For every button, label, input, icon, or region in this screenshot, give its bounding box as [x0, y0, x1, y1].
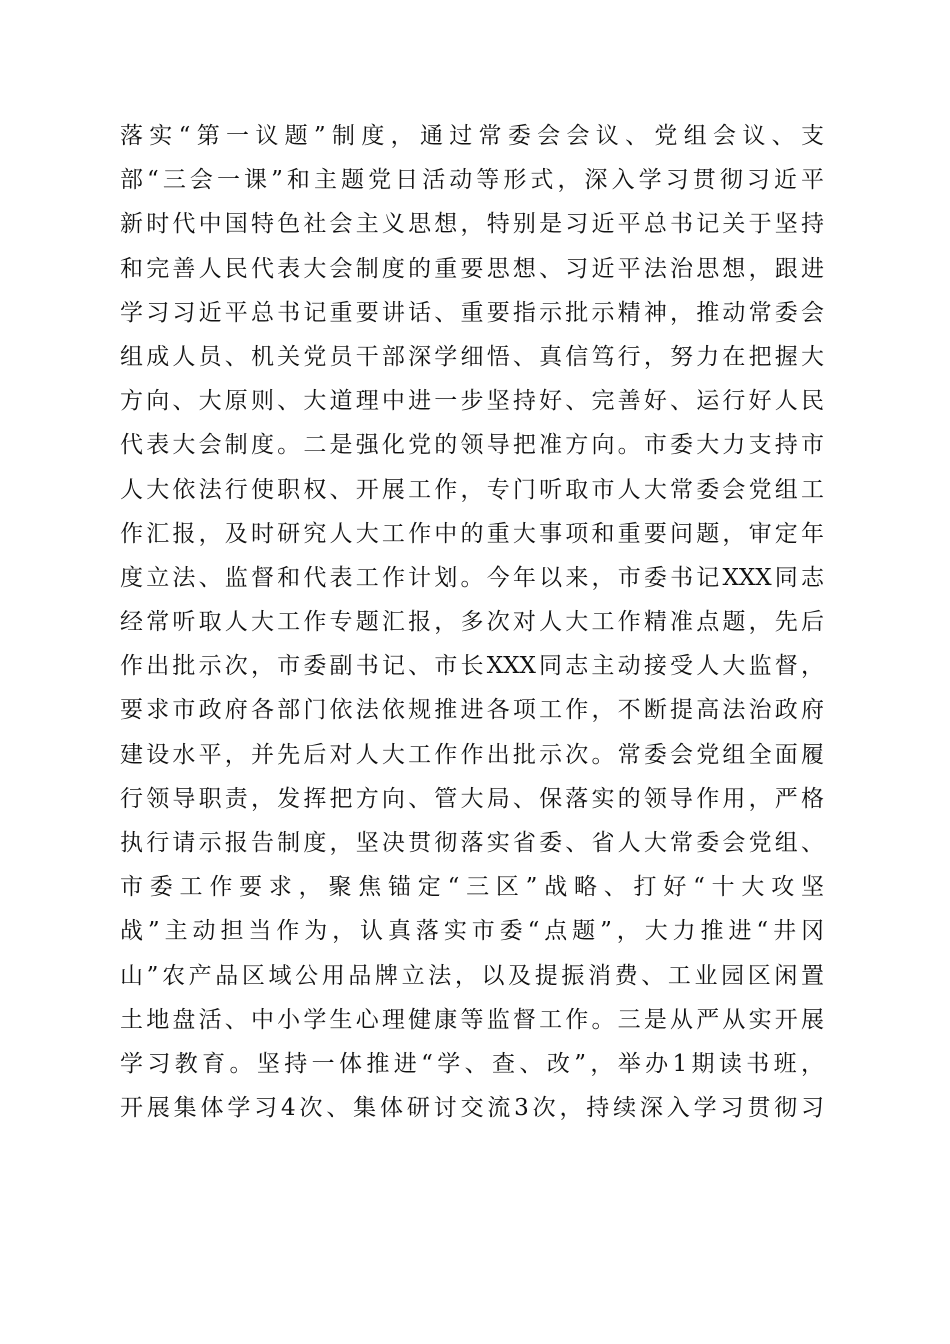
text-line-11: 度立法、监督和代表工作计划。今年以来，市委书记XXX同志 — [120, 564, 824, 591]
text-line-5: 学习习近平总书记重要讲话、重要指示批示精神，推动常委会 — [120, 299, 824, 326]
text-line-8: 代表大会制度。二是强化党的领导把准方向。市委大力支持市 — [120, 432, 824, 459]
text-line-22: 学习教育。坚持一体推进“学、查、改”，举办1期读书班， — [120, 1050, 824, 1077]
text-line-4: 和完善人民代表大会制度的重要思想、习近平法治思想，跟进 — [120, 255, 824, 282]
body-paragraph — [120, 114, 824, 1130]
text-line-23: 开展集体学习4次、集体研讨交流3次，持续深入学习贯彻习 — [120, 1095, 824, 1122]
text-line-14: 要求市政府各部门依法依规推进各项工作，不断提高法治政府 — [120, 697, 824, 724]
text-line-12: 经常听取人大工作专题汇报，多次对人大工作精准点题，先后 — [120, 609, 824, 636]
text-line-7: 方向、大原则、大道理中进一步坚持好、完善好、运行好人民 — [120, 388, 824, 415]
text-line-18: 市委工作要求，聚焦锚定“三区”战略、打好“十大攻坚 — [120, 874, 824, 901]
text-line-10: 作汇报，及时研究人大工作中的重大事项和重要问题，审定年 — [120, 520, 824, 547]
text-line-1: 落实“第一议题”制度，通过常委会会议、党组会议、支 — [120, 123, 824, 149]
text-line-16: 行领导职责，发挥把方向、管大局、保落实的领导作用，严格 — [120, 785, 824, 812]
text-line-20: 山”农产品区域公用品牌立法，以及提振消费、工业园区闲置 — [120, 962, 824, 989]
text-line-17: 执行请示报告制度，坚决贯彻落实省委、省人大常委会党组、 — [120, 830, 824, 856]
text-line-2: 部“三会一课”和主题党日活动等形式，深入学习贯彻习近平 — [120, 167, 824, 194]
text-line-3: 新时代中国特色社会主义思想，特别是习近平总书记关于坚持 — [120, 211, 824, 238]
text-line-13: 作出批示次，市委副书记、市长XXX同志主动接受人大监督， — [120, 653, 824, 680]
text-line-6: 组成人员、机关党员干部深学细悟、真信笃行，努力在把握大 — [120, 343, 824, 370]
text-line-9: 人大依法行使职权、开展工作，专门听取市人大常委会党组工 — [120, 476, 824, 503]
text-line-21: 土地盘活、中小学生心理健康等监督工作。三是从严从实开展 — [120, 1006, 824, 1033]
text-line-15: 建设水平，并先后对人大工作作出批示次。常委会党组全面履 — [120, 741, 824, 768]
text-line-19: 战”主动担当作为，认真落实市委“点题”，大力推进“井冈 — [120, 918, 824, 945]
